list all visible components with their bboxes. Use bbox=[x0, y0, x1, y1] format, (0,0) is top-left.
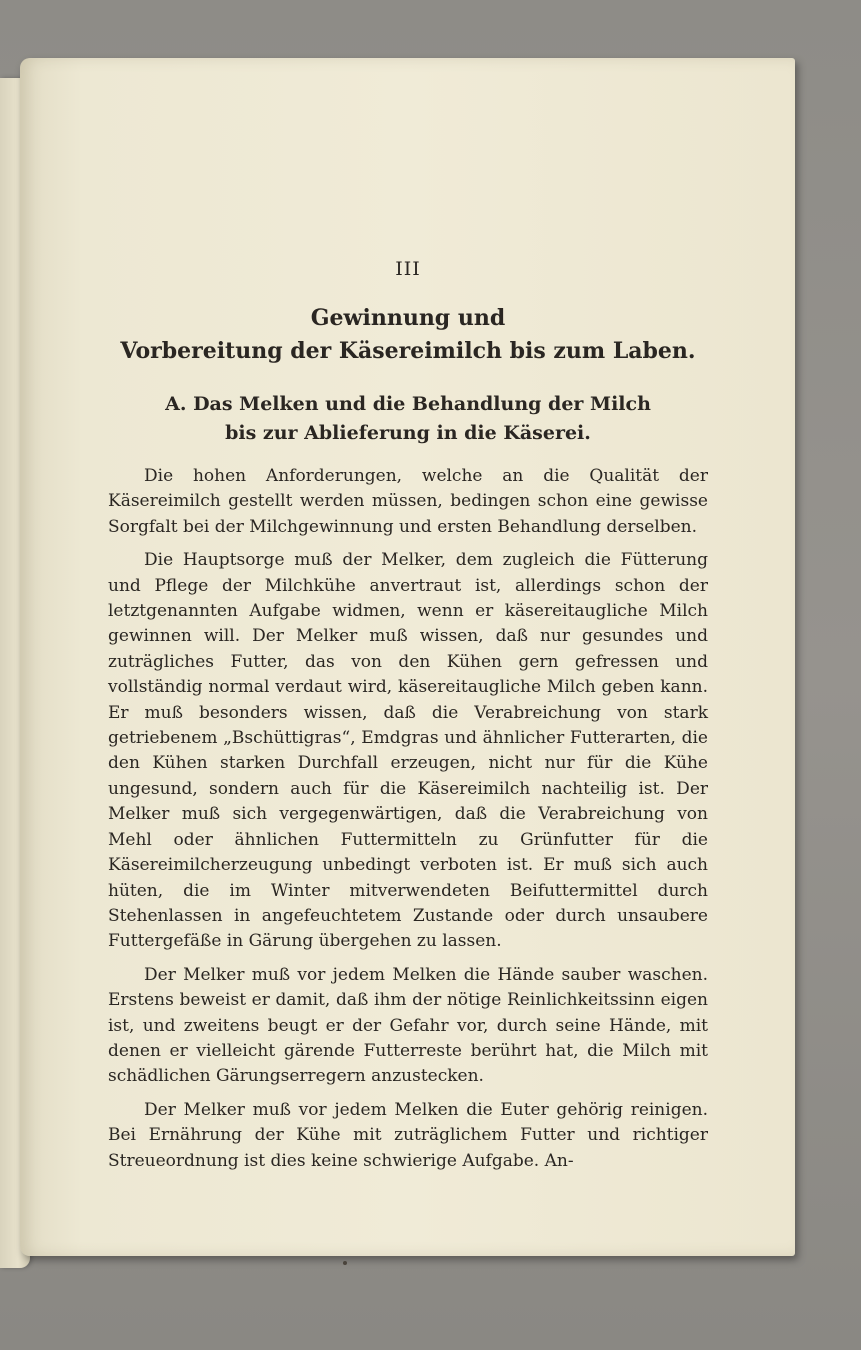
page-mark bbox=[343, 1261, 347, 1265]
section-heading-line-2: bis zur Ablieferung in die Käserei. bbox=[225, 422, 591, 444]
chapter-title-line-2: Vorbereitung der Käsereimilch bis zum Laben. bbox=[120, 338, 696, 364]
paragraph-1: Die hohen Anforderungen, welche an die Qualität der Käsereimilch gestellt werden müssen, bedingen schon eine gewisse Sorgfalt bei der Milchgewinnung und ersten Behandlung derselben. bbox=[108, 466, 708, 537]
chapter-title-line-1: Gewinnung und bbox=[310, 305, 506, 331]
paragraph-3: Der Melker muß vor jedem Melken die Hände sauber waschen. Erstens beweist er damit, daß ihm der nötige Reinlichkeitssinn eigen ist, und zweitens beugt er der Gefahr vor, durch seine Hände, mit denen er vielleicht gärende Futterreste berührt hat, die Milch mit schädlichen Gärungserregern anzustecken. bbox=[108, 964, 708, 1087]
chapter-number: III bbox=[395, 258, 421, 280]
page-content bbox=[108, 258, 708, 1182]
paragraph-2: Die Hauptsorge muß der Melker, dem zugleich die Fütterung und Pflege der Milchkühe anvertraut ist, allerdings schon der letztgenannten Aufgabe widmen, wenn er käsereitaugliche Milch gewinnen will. Der Melker muß wissen, daß nur gesundes und zuträgliches Futter, das von den Kühen gern gefressen und vollständig normal verdaut wird, käsereitaugliche Milch geben kann. Er muß besonders wissen, daß die Verabreichung von stark getriebenem „Bschüttigras“, Emdgras und ähnlicher Futterarten, die den Kühen starken Durchfall erzeugen, nicht nur für die Kühe ungesund, sondern auch für die Käsereimilch nachteilig ist. Der Melker muß sich vergegenwärtigen, daß die Verabreichung von Mehl oder ähnlichen Futtermitteln zu Grünfutter für die Käsereimilcherzeugung unbedingt verboten ist. Er muß sich auch hüten, die im Winter mitverwendeten Beifuttermittel durch Stehenlassen in angefeuchtetem Zustande oder durch unsaubere Futtergefäße in Gärung übergehen zu lassen. bbox=[108, 550, 708, 952]
book-page bbox=[20, 58, 795, 1256]
chapter-title bbox=[108, 302, 708, 368]
section-heading bbox=[108, 390, 708, 448]
paragraph-4: Der Melker muß vor jedem Melken die Euter gehörig reinigen. Bei Ernährung der Kühe mit zuträglichem Futter und richtiger Streueordnung ist dies keine schwierige Aufgabe. An- bbox=[108, 1099, 708, 1171]
section-heading-line-1: A. Das Melken und die Behandlung der Milch bbox=[165, 393, 651, 415]
